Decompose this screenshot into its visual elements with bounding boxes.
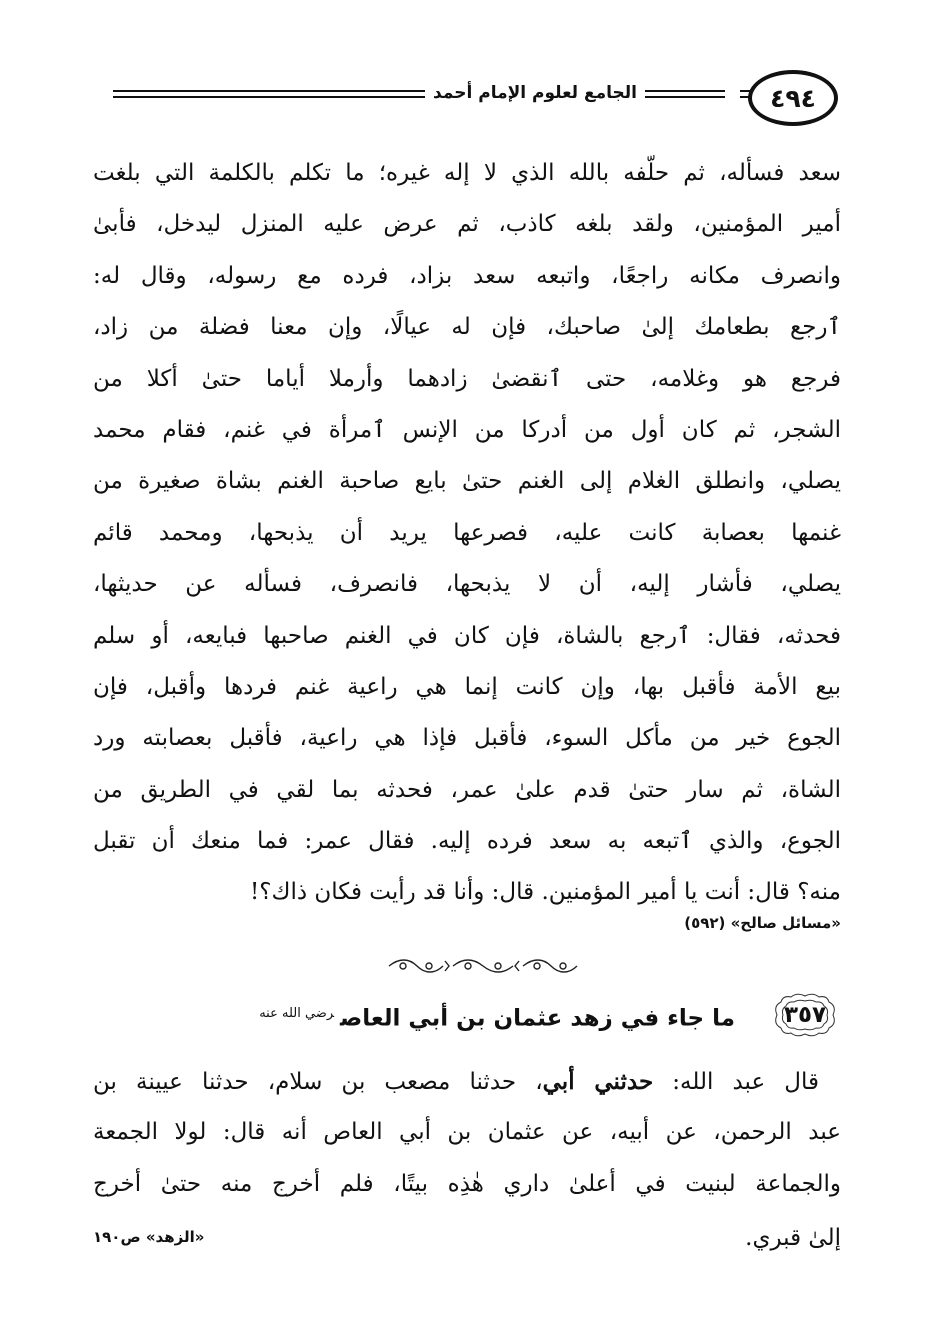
chapter-title (259, 996, 735, 1037)
text-line: وانصرف مكانه راجعًا، واتبعه سعد بزاد، فرده مع رسوله، وقال له: (93, 262, 841, 289)
chain-bold-text: حدثني أبي (542, 1068, 654, 1095)
text-line: الشاة، ثم سار حتىٰ قدم علىٰ عمر، فحدثه بما لقي في الطريق من (93, 776, 841, 803)
text-line: الجوع، والذي ٱتبعه به سعد فرده إليه. فقال عمر: فما منعك أن تقبل (93, 828, 841, 855)
text-fragment: ، حدثنا مصعب بن سلام، حدثنا عيينة بن (93, 1069, 543, 1095)
text-line (93, 1056, 841, 1107)
chapter-number-badge (769, 992, 841, 1038)
text-line: بيع الأمة فأقبل بها، وإن كانت إنما هي راعية غنم فردها وأقبل، فإن (93, 673, 841, 700)
text-line: منه؟ قال: أنت يا أمير المؤمنين. قال: وأنا قد رأيت فكان ذاك؟! (250, 879, 841, 906)
text-line: فحدثه، فقال: ٱرجع بالشاة، فإن كان في الغنم صاحبها فبايعه، أو سلم (93, 622, 841, 649)
source-citation: «الزهد» ص١٩٠ (93, 1228, 205, 1246)
source-citation: «مسائل صالح» (٥٩٢) (684, 914, 841, 932)
text-line: ٱرجع بطعامك إلىٰ صاحبك، فإن له عيالًا، وإن معنا فضلة من زاد، (93, 314, 841, 341)
text-line: الجوع خير من مأكل السوء، فأقبل فإذا هي راعية، فأقبل بعصابته ورد (93, 725, 841, 752)
text-fragment: قال عبد الله: (653, 1069, 819, 1095)
text-line: أمير المؤمنين، ولقد بلغه كاذب، ثم عرض عليه المنزل ليدخل، فأبىٰ (93, 211, 841, 238)
honorific-glyph: رضي الله عنه (259, 1006, 335, 1021)
header-rule-left (113, 90, 425, 98)
chapter-heading (93, 988, 841, 1048)
page-header (100, 62, 840, 132)
text-line: والجماعة لبنيت في أعلىٰ داري هٰذِه بيتًا، فلم أخرج منه حتىٰ أخرج (93, 1170, 841, 1197)
page-number: ٤٩٤ (748, 70, 838, 126)
text-line: يصلي، وانطلق الغلام إلى الغنم حتىٰ بايع صاحبة الغنم بشاة صغيرة من (93, 468, 841, 495)
ornament-divider-icon (383, 955, 583, 977)
header-rule-stub (740, 90, 752, 98)
chapter-number: ٣٥٧ (783, 1002, 827, 1028)
text-line: يصلي، فأشار إليه، أن لا يذبحها، فانصرف، فسأله عن حديثها، (93, 571, 841, 598)
text-line: فرجع هو وغلامه، حتى ٱنقضىٰ زادهما وأرملا أياما حتىٰ أكلا من (93, 365, 841, 392)
chapter-title-text: ما جاء في زهد عثمان بن أبي العاص (340, 1005, 735, 1032)
page-number-badge (744, 70, 838, 126)
narration-text (93, 148, 841, 919)
text-line: غنمها بعصابة كانت عليه، فصرعها يريد أن يذبحها، ومحمد قائم (93, 519, 841, 546)
text-line: عبد الرحمن، عن أبيه، عن عثمان بن أبي العاص أنه قال: لولا الجمعة (93, 1119, 841, 1146)
chapter-text (93, 1056, 841, 1210)
text-line: الشجر، ثم كان أول من أدركا من الإنس ٱمرأة في غنم، فقام محمد (93, 416, 841, 443)
running-title: الجامع لعلوم الإمام أحمد (433, 83, 637, 103)
text-line: إلىٰ قبري. (745, 1225, 841, 1251)
header-rule-middle (645, 90, 725, 98)
text-line: سعد فسأله، ثم حلّفه بالله الذي لا إله غيره؛ ما تكلم بالكلمة التي بلغت (93, 160, 841, 186)
